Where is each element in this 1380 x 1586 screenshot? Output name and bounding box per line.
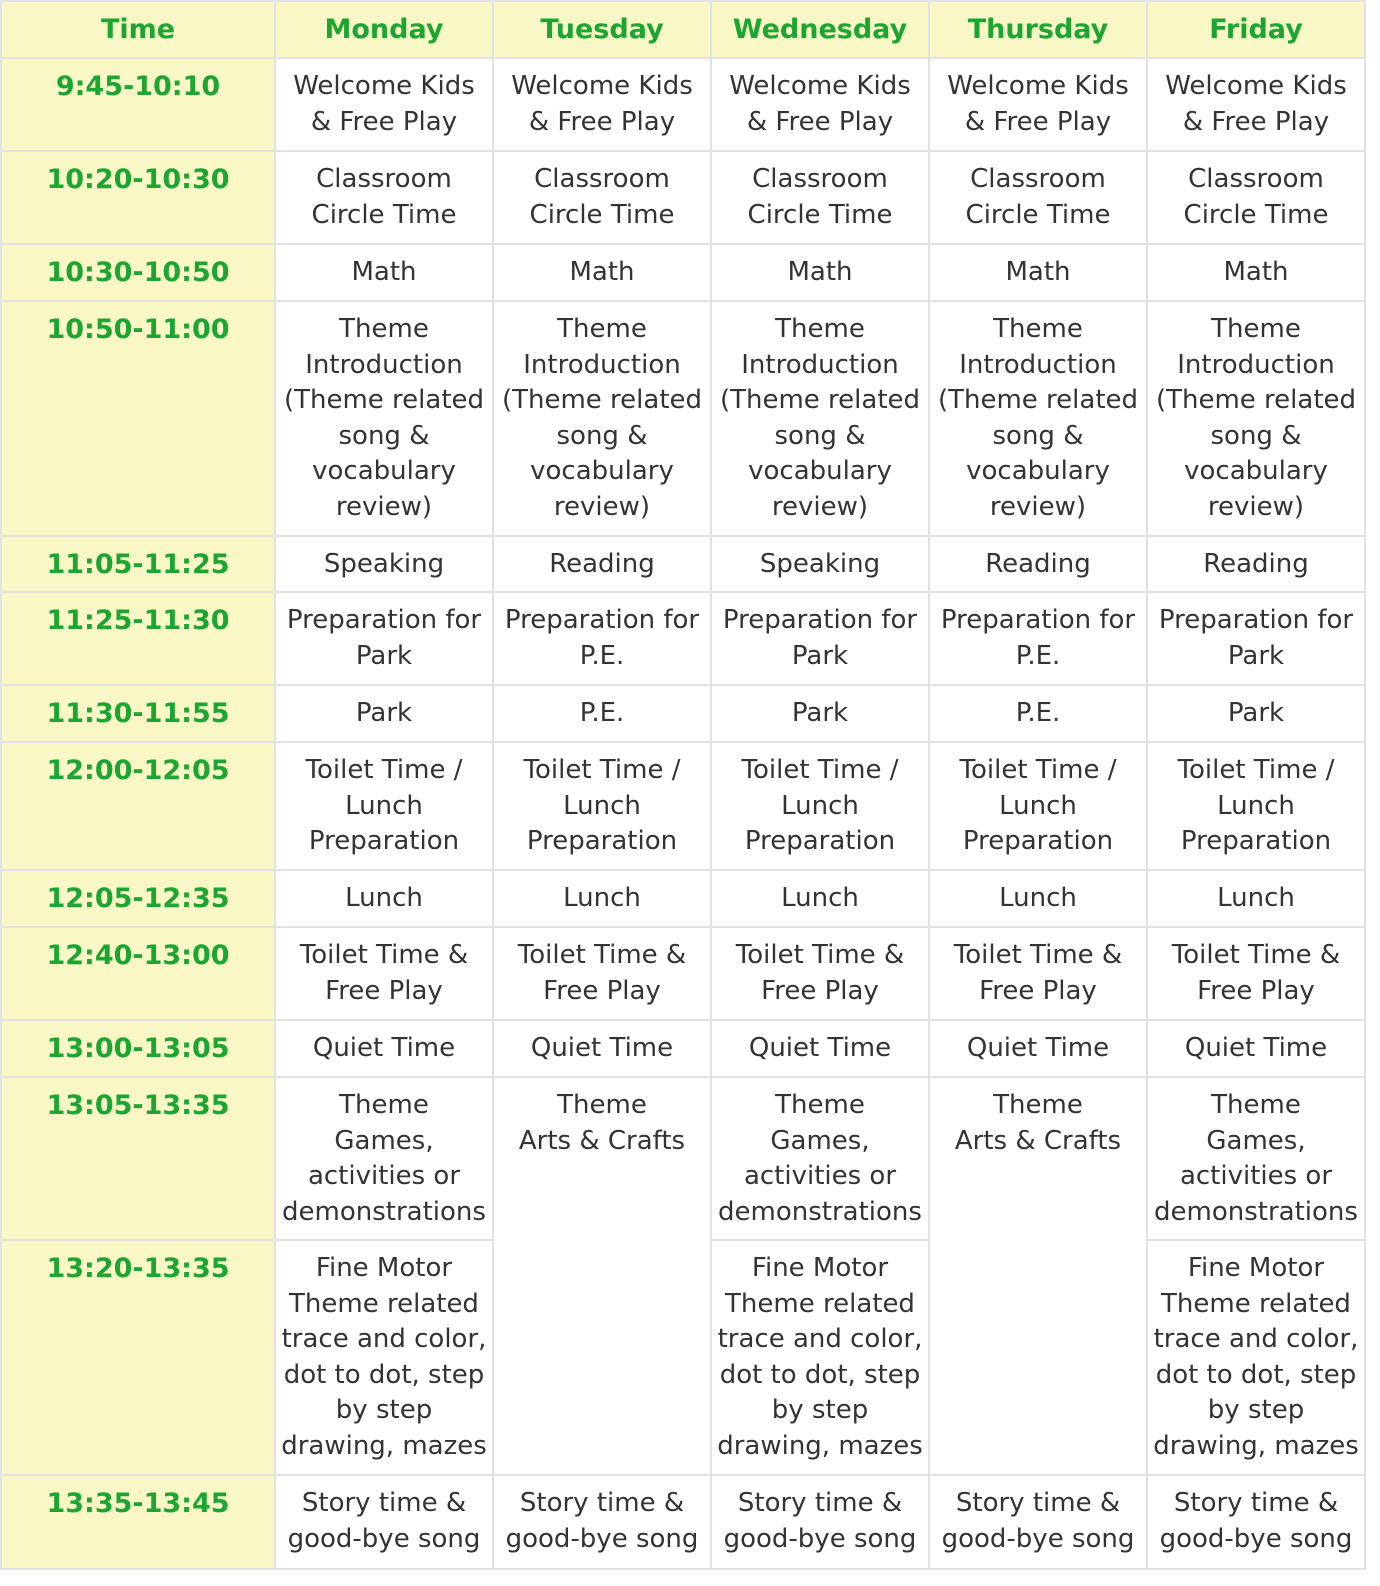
schedule-row [1, 1077, 1365, 1240]
activity-cell-wednesday [711, 301, 929, 536]
schedule-row [1, 1020, 1365, 1077]
activity-line: Park [1227, 698, 1285, 728]
activity-line: Free Play [325, 975, 443, 1006]
activity-line: drawing, mazes [281, 1430, 487, 1461]
activity-line: Math [569, 257, 635, 287]
activity-line: drawing, mazes [1153, 1430, 1359, 1461]
activity-line: Fine Motor [751, 1253, 889, 1283]
activity-line: Welcome Kids [511, 71, 693, 101]
time-slot-cell: 11:05-11:25 [1, 536, 275, 592]
activity-cell-monday [275, 592, 493, 685]
activity-line: (Theme related [1155, 385, 1357, 415]
activity-line: Story time & [955, 1488, 1121, 1518]
activity-line: song & [556, 420, 648, 451]
activity-line: Theme related [1161, 1288, 1351, 1319]
activity-line: Preparation [308, 826, 460, 856]
activity-cell-thursday [929, 927, 1147, 1020]
time-slot-cell: 12:00-12:05 [1, 742, 275, 870]
header-friday: Friday [1147, 1, 1365, 58]
schedule-row [1, 870, 1365, 927]
activity-line: Quiet Time [530, 1033, 674, 1063]
activity-cell-wednesday [711, 1077, 929, 1240]
activity-line: Park [355, 698, 413, 728]
activity-cell-thursday [929, 301, 1147, 536]
activity-line: Lunch [781, 790, 859, 821]
activity-line: Lunch [345, 883, 423, 913]
activity-cell-thursday [929, 592, 1147, 685]
header-wednesday: Wednesday [711, 1, 929, 58]
time-slot-cell: 12:40-13:00 [1, 927, 275, 1020]
activity-line: Preparation [526, 826, 678, 856]
activity-line: Theme [775, 314, 865, 344]
activity-cell-thursday [929, 244, 1147, 301]
activity-cell-friday [1147, 58, 1365, 151]
activity-cell-tuesday [493, 927, 711, 1020]
activity-cell-monday [275, 742, 493, 870]
activity-line: Toilet Time & [517, 940, 687, 970]
activity-line: P.E. [579, 698, 625, 728]
activity-line: trace and color, [1153, 1324, 1359, 1354]
activity-line: activities or [307, 1161, 461, 1191]
activity-cell-tuesday [493, 244, 711, 301]
schedule-row [1, 685, 1365, 742]
activity-cell-friday [1147, 1240, 1365, 1475]
activity-cell-monday [275, 151, 493, 244]
activity-line: Classroom [1188, 164, 1324, 194]
activity-cell-friday [1147, 1077, 1365, 1240]
activity-cell-thursday [929, 151, 1147, 244]
activity-line: Introduction [1177, 349, 1335, 380]
schedule-header [1, 1, 1365, 58]
schedule-row [1, 1475, 1365, 1569]
activity-line: good-bye song [505, 1523, 699, 1554]
activity-line: Preparation [744, 826, 896, 856]
activity-line: Theme [993, 1090, 1083, 1120]
activity-line: Free Play [979, 975, 1097, 1006]
schedule-row [1, 536, 1365, 592]
activity-cell-thursday [929, 685, 1147, 742]
activity-cell-wednesday [711, 1475, 929, 1569]
activity-line: Theme related [289, 1288, 479, 1319]
activity-line: song & [1210, 420, 1302, 451]
activity-cell-thursday [929, 536, 1147, 592]
time-slot-cell: 11:30-11:55 [1, 685, 275, 742]
time-slot-cell: 10:20-10:30 [1, 151, 275, 244]
activity-cell-monday [275, 244, 493, 301]
activity-line: review) [1207, 491, 1305, 522]
activity-line: Theme [339, 1090, 429, 1120]
activity-cell-friday [1147, 1475, 1365, 1569]
schedule-row [1, 301, 1365, 536]
activity-cell-wednesday [711, 1240, 929, 1475]
time-slot-cell: 13:05-13:35 [1, 1077, 275, 1240]
activity-line: review) [335, 491, 433, 522]
activity-line: Fine Motor [1187, 1253, 1325, 1283]
activity-line: Theme [557, 314, 647, 344]
activity-line: Story time & [1173, 1488, 1339, 1518]
activity-cell-monday [275, 927, 493, 1020]
activity-line: song & [992, 420, 1084, 451]
activity-cell-tuesday [493, 592, 711, 685]
activity-line: Speaking [323, 549, 445, 579]
time-slot-cell: 11:25-11:30 [1, 592, 275, 685]
activity-line: song & [774, 420, 866, 451]
activity-cell-wednesday [711, 151, 929, 244]
activity-line: Quiet Time [748, 1033, 892, 1063]
activity-line: Park [1227, 640, 1285, 671]
activity-line: dot to dot, step [1155, 1359, 1357, 1390]
time-slot-cell: 13:00-13:05 [1, 1020, 275, 1077]
activity-line: Introduction [305, 349, 463, 380]
activity-line: good-bye song [941, 1523, 1135, 1554]
activity-line: dot to dot, step [719, 1359, 921, 1390]
activity-line: Introduction [523, 349, 681, 380]
activity-line: Toilet Time / [305, 755, 463, 785]
activity-line: dot to dot, step [283, 1359, 485, 1390]
activity-line: Reading [985, 549, 1091, 579]
activity-line: Games, [1206, 1125, 1306, 1156]
activity-line: Welcome Kids [1165, 71, 1347, 101]
activity-line: Park [355, 640, 413, 671]
activity-line: P.E. [1015, 698, 1061, 728]
schedule-row [1, 927, 1365, 1020]
activity-cell-thursday [929, 1020, 1147, 1077]
time-slot-cell: 12:05-12:35 [1, 870, 275, 927]
activity-line: Free Play [1197, 975, 1315, 1006]
activity-cell-wednesday [711, 536, 929, 592]
activity-line: review) [553, 491, 651, 522]
activity-line: vocabulary [312, 456, 456, 486]
activity-line: & Free Play [310, 106, 458, 137]
activity-line: & Free Play [964, 106, 1112, 137]
time-slot-cell: 13:20-13:35 [1, 1240, 275, 1475]
activity-cell-monday [275, 301, 493, 536]
activity-line: Theme [1211, 1090, 1301, 1120]
activity-line: Welcome Kids [947, 71, 1129, 101]
activity-line: Toilet Time & [953, 940, 1123, 970]
activity-cell-monday [275, 536, 493, 592]
schedule-row [1, 592, 1365, 685]
activity-line: Theme [993, 314, 1083, 344]
activity-line: Park [791, 640, 849, 671]
activity-line: demonstrations [282, 1196, 486, 1227]
activity-line: & Free Play [528, 106, 676, 137]
activity-cell-tuesday [493, 1077, 711, 1475]
activity-cell-thursday [929, 870, 1147, 927]
activity-cell-monday [275, 1077, 493, 1240]
activity-line: Classroom [752, 164, 888, 194]
activity-cell-friday [1147, 151, 1365, 244]
activity-cell-thursday [929, 58, 1147, 151]
activity-line: Circle Time [1183, 199, 1329, 230]
time-slot-cell: 13:35-13:45 [1, 1475, 275, 1569]
activity-line: Toilet Time & [735, 940, 905, 970]
time-slot-cell: 10:50-11:00 [1, 301, 275, 536]
activity-line: drawing, mazes [717, 1430, 923, 1461]
schedule-row [1, 244, 1365, 301]
activity-line: & Free Play [746, 106, 894, 137]
activity-line: Quiet Time [1184, 1033, 1328, 1063]
activity-line: Speaking [759, 549, 881, 579]
header-time: Time [1, 1, 275, 58]
activity-line: by step [335, 1395, 433, 1425]
activity-line: Classroom [316, 164, 452, 194]
header-thursday: Thursday [929, 1, 1147, 58]
activity-line: Games, [334, 1125, 434, 1156]
activity-line: (Theme related [937, 385, 1139, 415]
activity-line: Math [787, 257, 853, 287]
activity-line: song & [338, 420, 430, 451]
activity-line: Lunch [1217, 883, 1295, 913]
activity-line: demonstrations [718, 1196, 922, 1227]
activity-cell-friday [1147, 592, 1365, 685]
activity-line: Preparation for [1158, 605, 1354, 635]
activity-line: activities or [1179, 1161, 1333, 1191]
activity-cell-monday [275, 870, 493, 927]
activity-line: Circle Time [965, 199, 1111, 230]
activity-cell-friday [1147, 870, 1365, 927]
activity-cell-wednesday [711, 870, 929, 927]
activity-line: Story time & [301, 1488, 467, 1518]
activity-line: Lunch [999, 883, 1077, 913]
activity-line: Lunch [563, 883, 641, 913]
activity-line: Theme [1211, 314, 1301, 344]
activity-line: review) [989, 491, 1087, 522]
activity-line: by step [1207, 1395, 1305, 1425]
activity-cell-tuesday [493, 151, 711, 244]
activity-cell-tuesday [493, 58, 711, 151]
activity-cell-wednesday [711, 685, 929, 742]
header-tuesday: Tuesday [493, 1, 711, 58]
activity-line: Park [791, 698, 849, 728]
activity-cell-wednesday [711, 1020, 929, 1077]
activity-line: Circle Time [747, 199, 893, 230]
activity-line: good-bye song [723, 1523, 917, 1554]
activity-line: trace and color, [281, 1324, 487, 1354]
activity-line: Quiet Time [312, 1033, 456, 1063]
time-slot-cell: 9:45-10:10 [1, 58, 275, 151]
activity-line: Theme related [725, 1288, 915, 1319]
activity-line: Math [351, 257, 417, 287]
activity-cell-monday [275, 685, 493, 742]
activity-line: Theme [557, 1090, 647, 1120]
activity-line: & Free Play [1182, 106, 1330, 137]
activity-line: Math [1223, 257, 1289, 287]
schedule-body [1, 58, 1365, 1569]
activity-line: P.E. [579, 640, 625, 671]
activity-cell-monday [275, 1240, 493, 1475]
activity-line: (Theme related [501, 385, 703, 415]
activity-line: Fine Motor [315, 1253, 453, 1283]
activity-cell-friday [1147, 301, 1365, 536]
activity-line: Lunch [781, 883, 859, 913]
activity-line: Toilet Time / [959, 755, 1117, 785]
activity-cell-friday [1147, 685, 1365, 742]
activity-line: Games, [770, 1125, 870, 1156]
activity-line: Theme [775, 1090, 865, 1120]
activity-line: Reading [1203, 549, 1309, 579]
activity-cell-tuesday [493, 742, 711, 870]
activity-line: Quiet Time [966, 1033, 1110, 1063]
activity-cell-tuesday [493, 870, 711, 927]
schedule-row [1, 742, 1365, 870]
activity-cell-thursday [929, 1475, 1147, 1569]
activity-line: (Theme related [283, 385, 485, 415]
schedule-row [1, 58, 1365, 151]
activity-cell-tuesday [493, 685, 711, 742]
activity-line: Lunch [563, 790, 641, 821]
time-slot-cell: 10:30-10:50 [1, 244, 275, 301]
activity-line: Toilet Time & [299, 940, 469, 970]
activity-line: trace and color, [717, 1324, 923, 1354]
activity-cell-friday [1147, 742, 1365, 870]
activity-line: Toilet Time / [1177, 755, 1335, 785]
activity-cell-thursday [929, 1077, 1147, 1475]
header-monday: Monday [275, 1, 493, 58]
activity-cell-tuesday [493, 1475, 711, 1569]
activity-line: Free Play [543, 975, 661, 1006]
activity-line: review) [771, 491, 869, 522]
activity-cell-monday [275, 1020, 493, 1077]
activity-line: Classroom [534, 164, 670, 194]
activity-line: Classroom [970, 164, 1106, 194]
activity-line: Preparation for [722, 605, 918, 635]
activity-line: (Theme related [719, 385, 921, 415]
activity-line: Toilet Time / [741, 755, 899, 785]
activity-cell-wednesday [711, 927, 929, 1020]
activity-line: Math [1005, 257, 1071, 287]
activity-cell-friday [1147, 927, 1365, 1020]
activity-cell-wednesday [711, 742, 929, 870]
activity-line: Introduction [741, 349, 899, 380]
activity-line: vocabulary [530, 456, 674, 486]
activity-line: Welcome Kids [729, 71, 911, 101]
header-row [1, 1, 1365, 58]
activity-cell-wednesday [711, 244, 929, 301]
activity-line: Circle Time [529, 199, 675, 230]
activity-line: Arts & Crafts [518, 1125, 686, 1156]
activity-line: Preparation [1180, 826, 1332, 856]
activity-line: Lunch [999, 790, 1077, 821]
activity-line: Arts & Crafts [954, 1125, 1122, 1156]
activity-line: Preparation for [940, 605, 1136, 635]
activity-line: Story time & [737, 1488, 903, 1518]
activity-line: Preparation for [504, 605, 700, 635]
activity-line: good-bye song [1159, 1523, 1353, 1554]
activity-line: Lunch [345, 790, 423, 821]
activity-cell-wednesday [711, 592, 929, 685]
schedule-row [1, 151, 1365, 244]
activity-line: Circle Time [311, 199, 457, 230]
activity-line: Theme [339, 314, 429, 344]
activity-line: good-bye song [287, 1523, 481, 1554]
activity-line: Lunch [1217, 790, 1295, 821]
activity-line: Free Play [761, 975, 879, 1006]
activity-line: vocabulary [966, 456, 1110, 486]
activity-line: Toilet Time / [523, 755, 681, 785]
activity-line: Preparation for [286, 605, 482, 635]
activity-line: Welcome Kids [293, 71, 475, 101]
activity-line: Reading [549, 549, 655, 579]
activity-cell-tuesday [493, 301, 711, 536]
activity-line: activities or [743, 1161, 897, 1191]
activity-cell-friday [1147, 244, 1365, 301]
activity-line: vocabulary [748, 456, 892, 486]
activity-cell-monday [275, 58, 493, 151]
activity-cell-monday [275, 1475, 493, 1569]
activity-line: Toilet Time & [1171, 940, 1341, 970]
activity-line: Story time & [519, 1488, 685, 1518]
activity-line: vocabulary [1184, 456, 1328, 486]
activity-cell-tuesday [493, 1020, 711, 1077]
activity-cell-wednesday [711, 58, 929, 151]
activity-line: Preparation [962, 826, 1114, 856]
activity-cell-friday [1147, 536, 1365, 592]
activity-line: P.E. [1015, 640, 1061, 671]
activity-cell-friday [1147, 1020, 1365, 1077]
activity-cell-tuesday [493, 536, 711, 592]
activity-cell-thursday [929, 742, 1147, 870]
activity-line: by step [771, 1395, 869, 1425]
activity-line: Introduction [959, 349, 1117, 380]
activity-line: demonstrations [1154, 1196, 1358, 1227]
